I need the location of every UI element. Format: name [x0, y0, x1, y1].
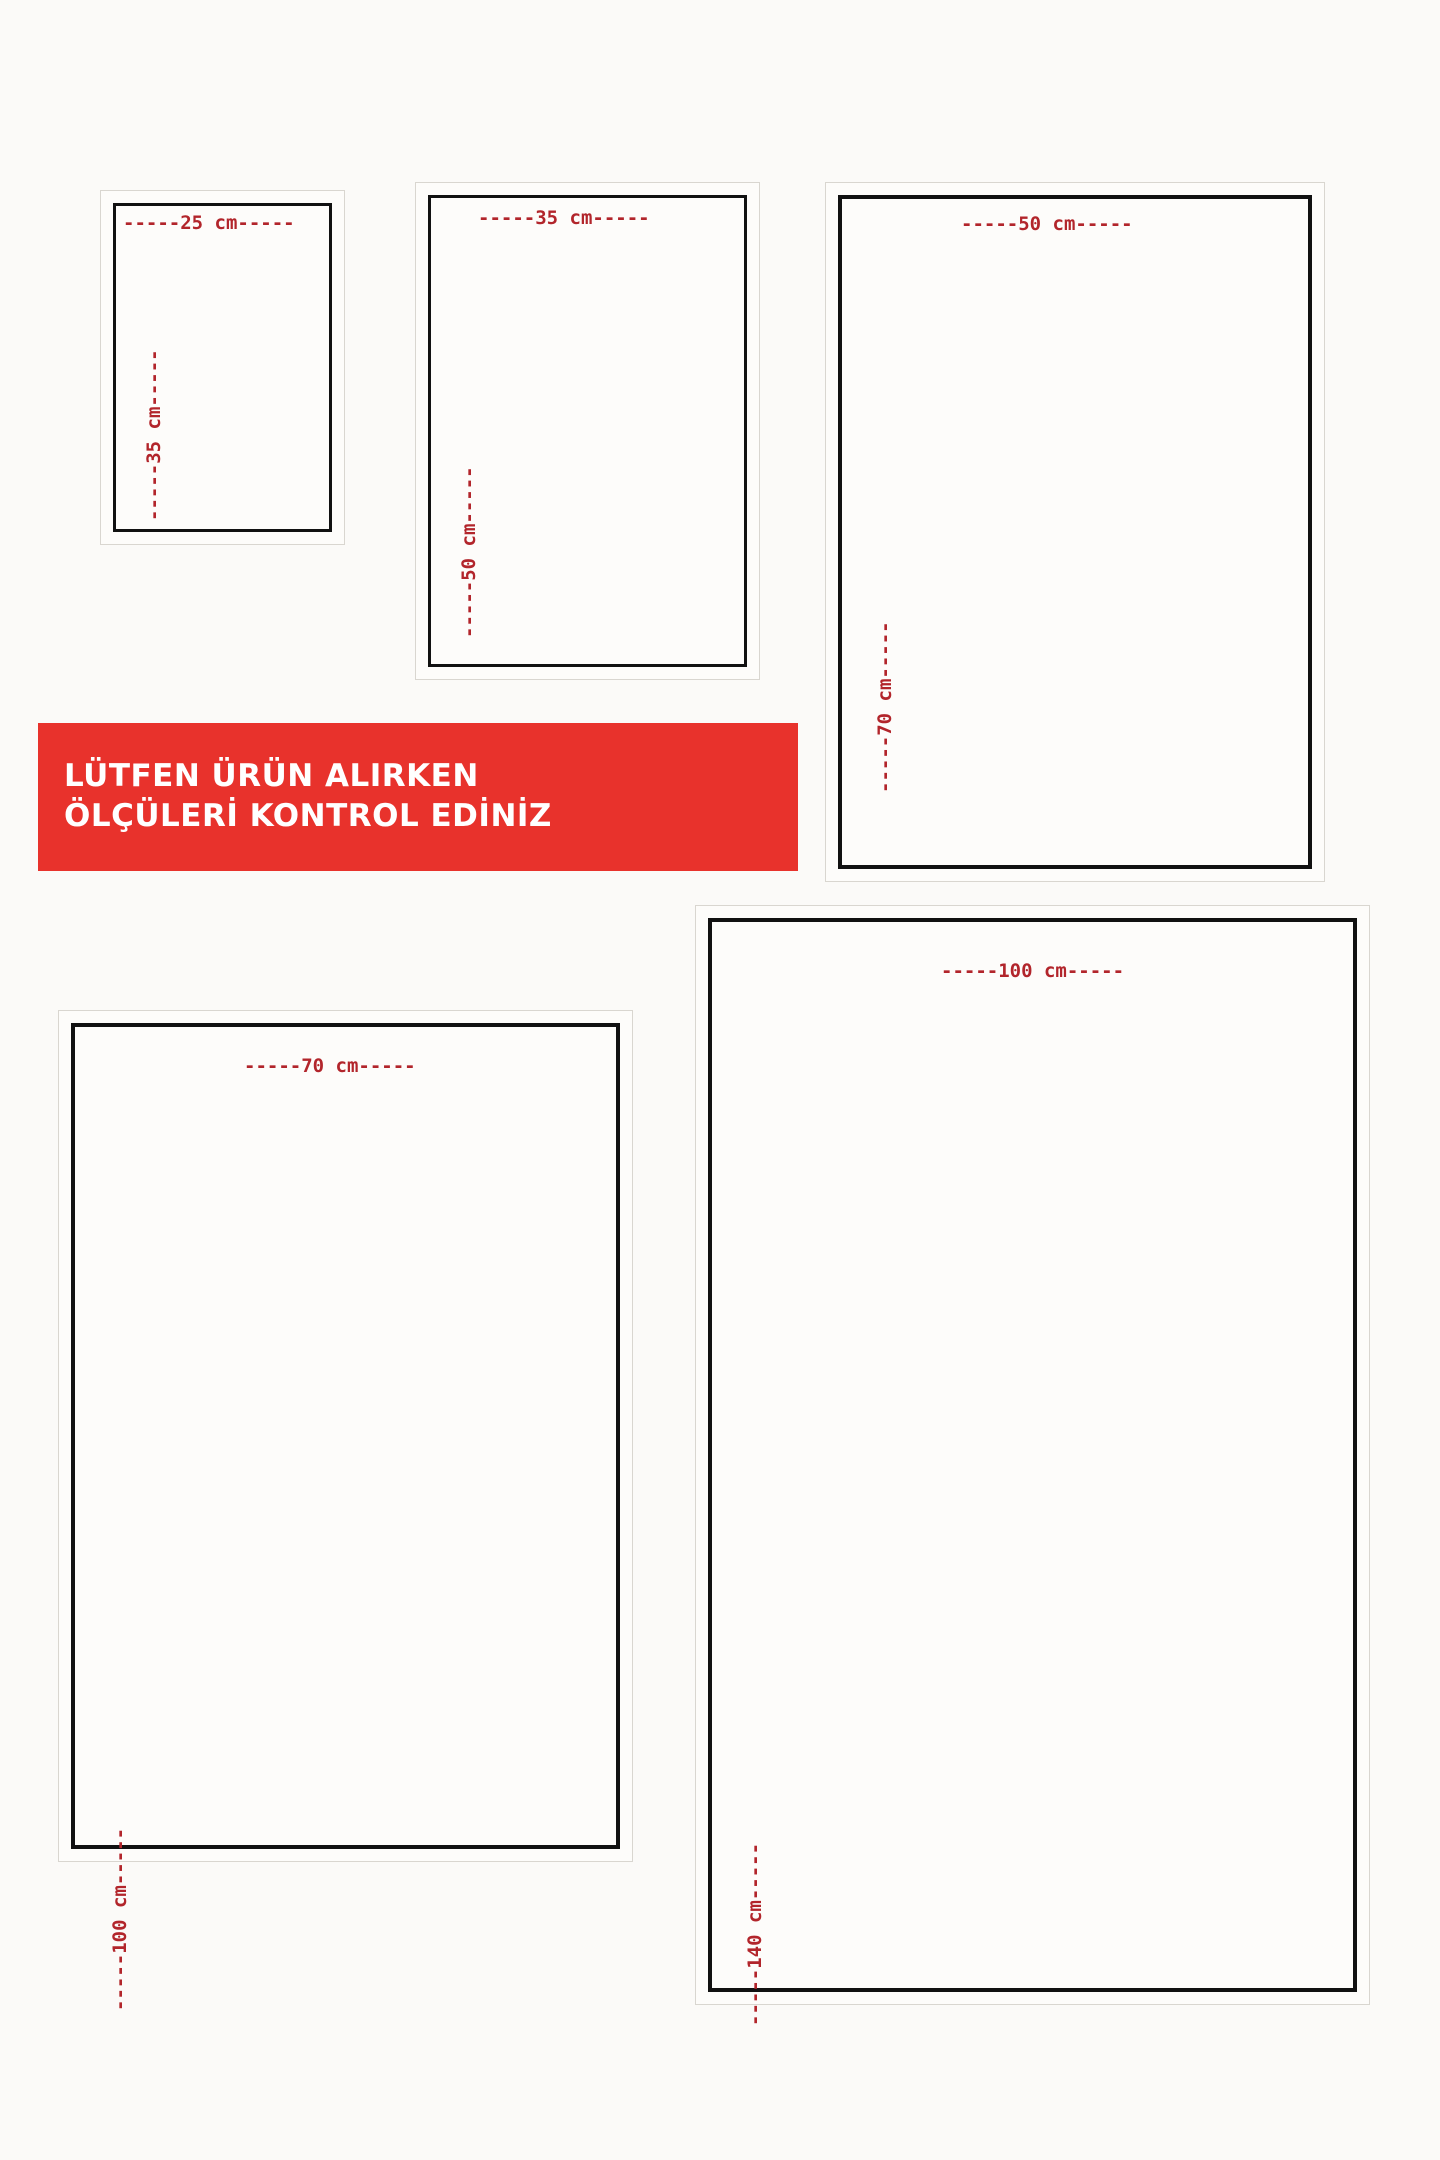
width-label-50x70: -----50 cm----- — [961, 213, 1133, 235]
height-label-25x35: -----35 cm----- — [143, 349, 165, 521]
height-label-35x50: -----50 cm----- — [458, 466, 480, 638]
height-label-100x140: -----140 cm----- — [744, 1842, 766, 2026]
frame-25x35 — [100, 190, 345, 545]
notice-banner — [38, 723, 798, 871]
width-label-35x50: -----35 cm----- — [478, 207, 650, 229]
frame-70x100 — [58, 1010, 633, 2011]
width-label-25x35: -----25 cm----- — [123, 212, 295, 234]
notice-line-2: ÖLÇÜLERİ KONTROL EDİNİZ — [64, 798, 552, 834]
frame-35x50 — [415, 182, 760, 680]
width-label-100x140: -----100 cm----- — [941, 960, 1125, 982]
height-label-50x70: -----70 cm----- — [874, 621, 896, 793]
frame-inner-100x140 — [708, 918, 1357, 1992]
height-label-70x100: -----100 cm----- — [109, 1827, 131, 2011]
frame-50x70 — [825, 182, 1325, 882]
width-label-70x100: -----70 cm----- — [244, 1055, 416, 1077]
notice-line-1: LÜTFEN ÜRÜN ALIRKEN — [64, 758, 479, 795]
frame-inner-70x100 — [71, 1023, 620, 1849]
frame-100x140 — [695, 905, 1370, 2026]
frame-inner-50x70 — [838, 195, 1312, 869]
